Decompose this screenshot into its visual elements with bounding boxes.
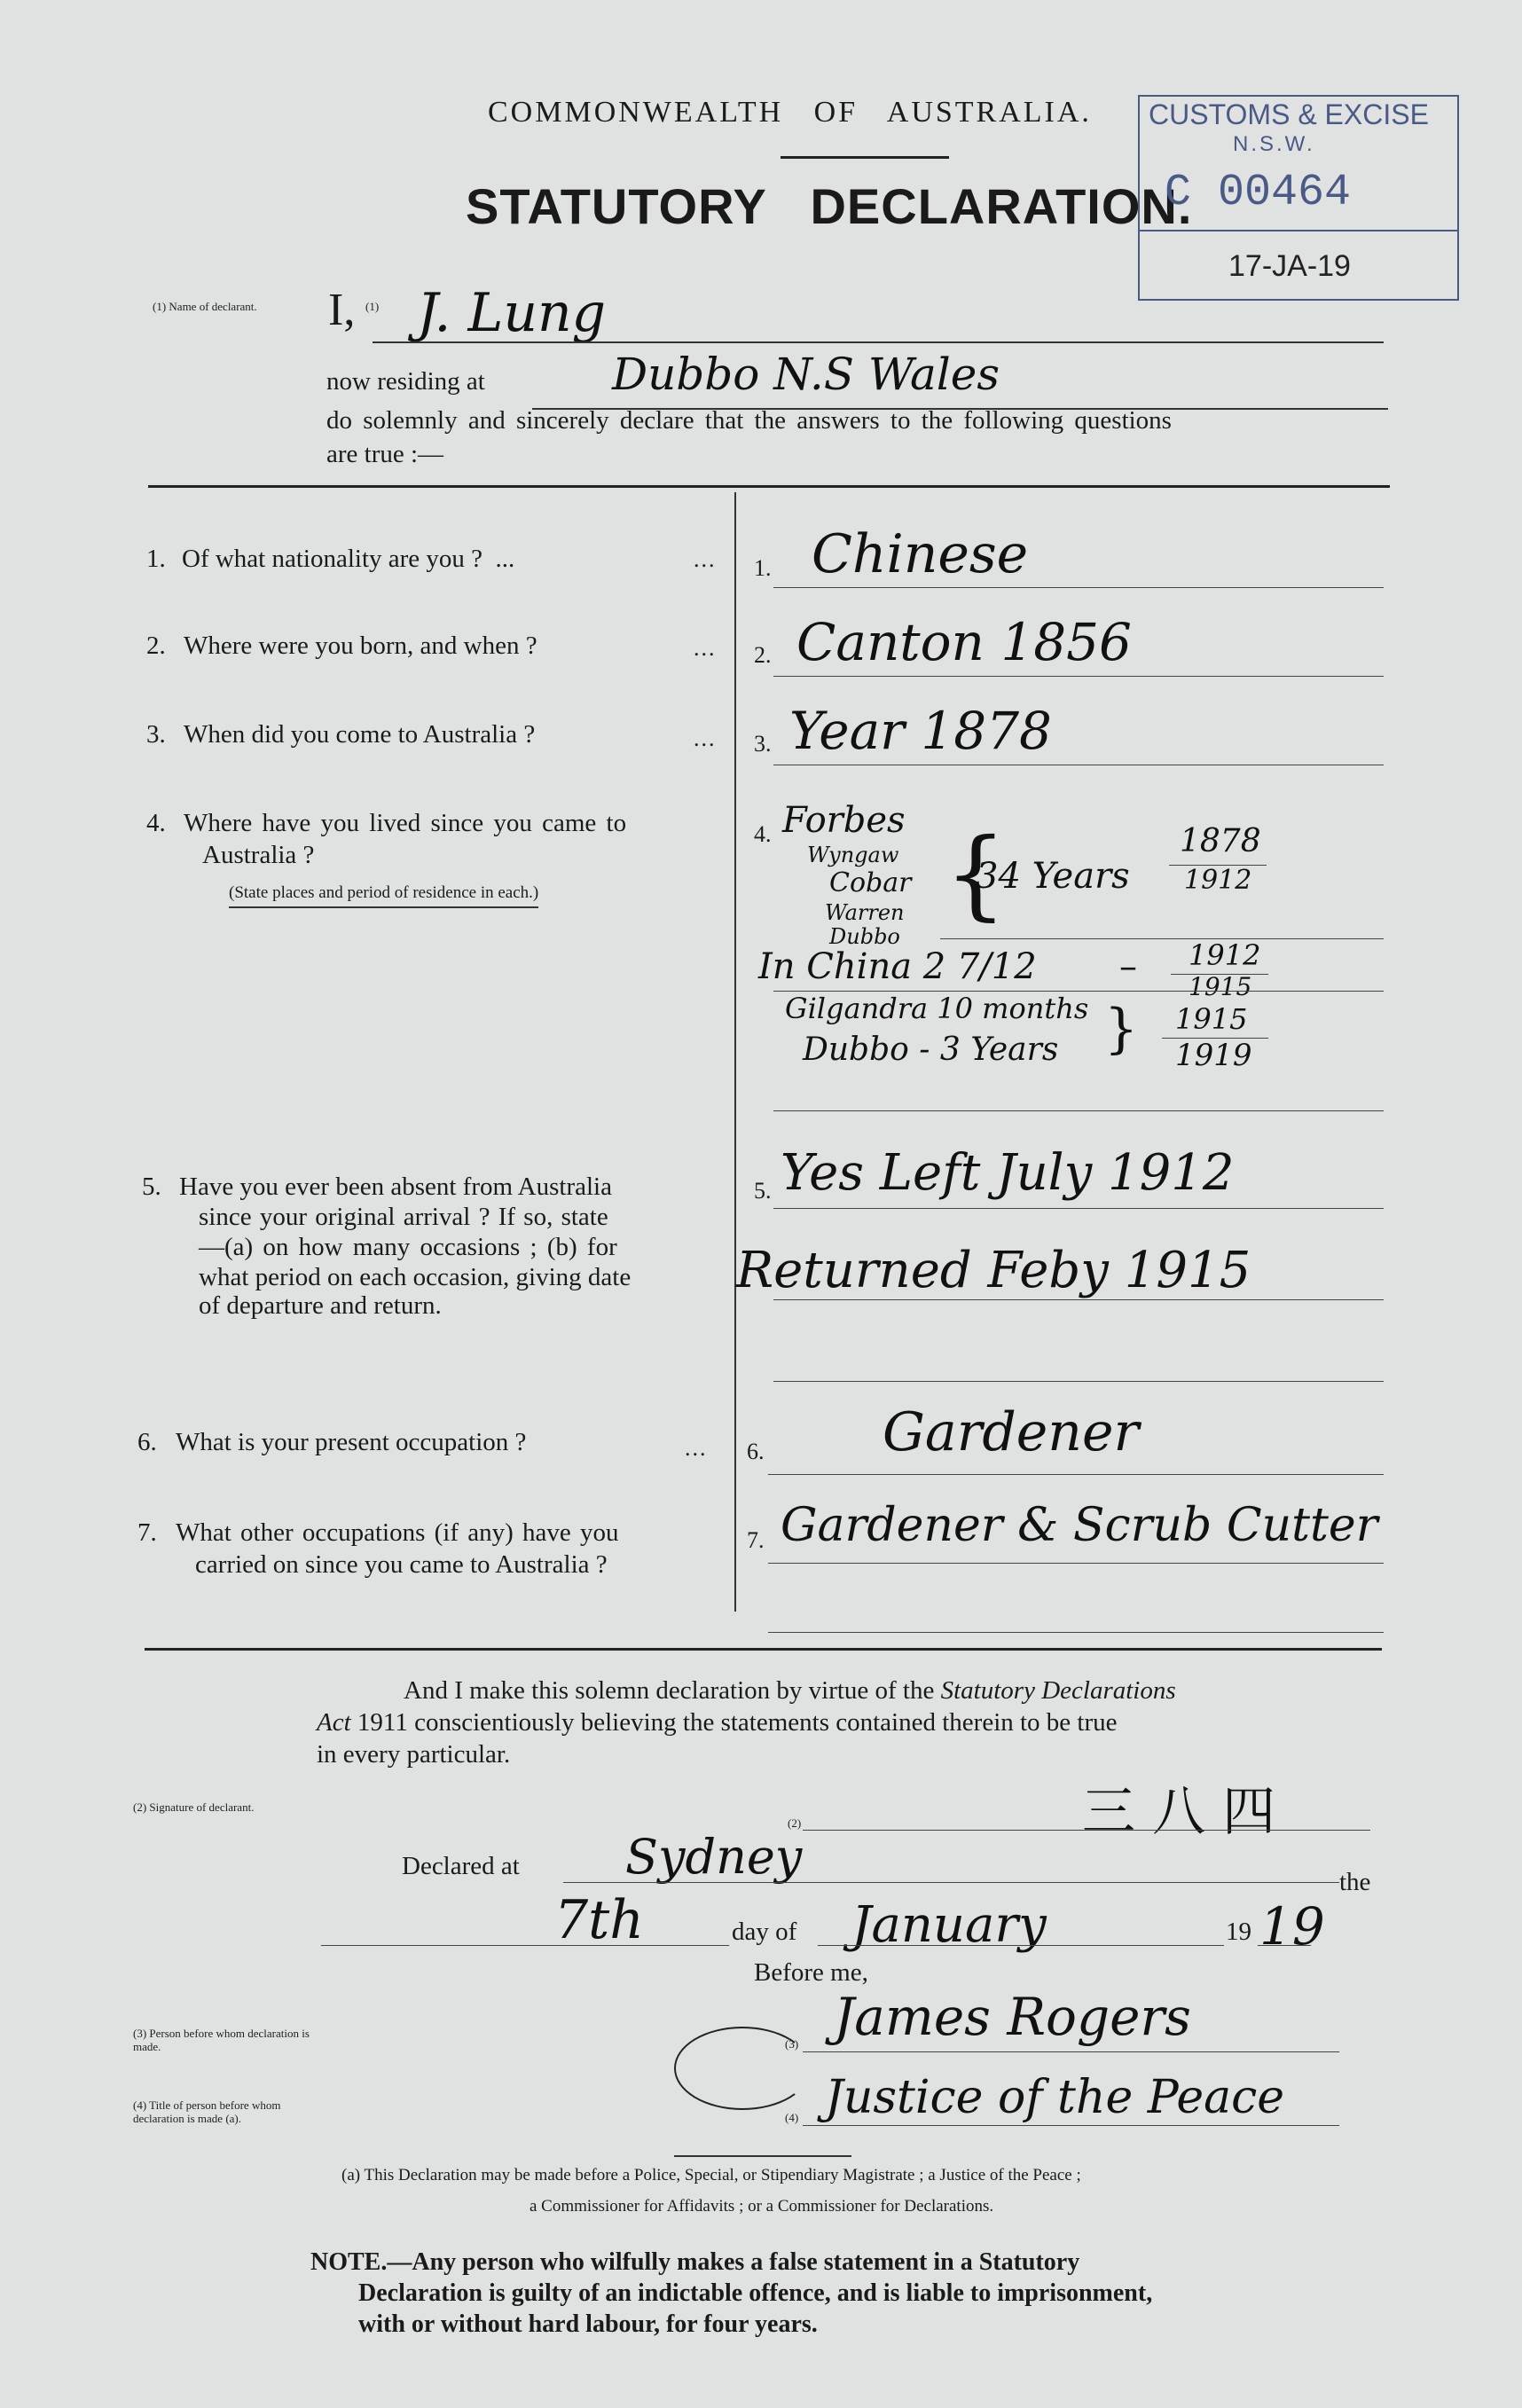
a5-line-3 <box>773 1381 1384 1382</box>
declaration-text-1a: And I make this solemn declaration by virtue of the <box>404 1676 941 1705</box>
i-label: I, <box>328 285 356 335</box>
q6-number: 6. <box>137 1428 157 1456</box>
declared-place: Sydney <box>625 1829 803 1885</box>
page-title: STATUTORY DECLARATION. <box>466 178 1193 234</box>
q1-number: 1. <box>146 545 166 573</box>
heading-rule <box>781 156 949 159</box>
a7-answer: Gardener & Scrub Cutter <box>781 1499 1378 1552</box>
residence-date-a1: 1878 <box>1180 823 1261 859</box>
q1-dots: ... <box>694 546 717 572</box>
note-line-2: Declaration is guilty of an indictable offence, and is liable to imprisonment, <box>358 2279 1153 2307</box>
declarant-signature: 三 八 四 <box>1082 1781 1276 1843</box>
column-divider <box>734 492 736 1612</box>
residing-label: now residing at <box>326 367 485 396</box>
residence-place-1: Forbes <box>782 800 906 841</box>
residence-period-a: 34 Years <box>976 856 1130 897</box>
a5-answer-2: Returned Feby 1915 <box>736 1242 1251 1299</box>
a4-line-1 <box>940 938 1384 939</box>
mark-1: (1) <box>365 300 380 313</box>
residence-date-cd1: 1915 <box>1175 1002 1248 1036</box>
place-line <box>563 1882 1339 1883</box>
a2-answer: Canton 1856 <box>796 612 1132 672</box>
declare-text-1: do solemnly and sincerely declare that the answers to the following questions <box>326 406 1172 435</box>
a1-answer: Chinese <box>812 523 1029 585</box>
a4-line-3 <box>773 1110 1384 1111</box>
declaration-text-2 <box>317 1708 1118 1737</box>
q5-text-3: —(a) on how many occasions ; (b) for <box>199 1233 617 1261</box>
signature-line <box>803 1830 1370 1831</box>
a3-number: 3. <box>754 731 772 757</box>
residence-row-d: Dubbo - 3 Years <box>803 1031 1059 1068</box>
mark-2: (2) <box>788 1816 802 1830</box>
a6-answer: Gardener <box>883 1401 1140 1463</box>
year-prefix: 19 <box>1226 1918 1251 1946</box>
q2-dots: ... <box>694 635 717 661</box>
declare-text-2: are true :— <box>326 440 444 468</box>
side-note-signature: (2) Signature of declarant. <box>133 1800 255 1814</box>
declaration-text-2b: 1911 conscientiously believing the statements contained therein to be true <box>350 1708 1118 1737</box>
stamp-number: C 00464 <box>1165 168 1352 218</box>
day-of-label: day of <box>732 1918 797 1946</box>
a1-line <box>773 587 1384 588</box>
stamp-customs-excise: CUSTOMS & EXCISE <box>1149 98 1429 130</box>
q5-text-2: since your original arrival ? If so, state <box>199 1203 608 1231</box>
a1-number: 1. <box>754 555 772 581</box>
q4-text-2: Australia ? <box>202 841 315 869</box>
side-note-person: (3) Person before whom declaration is made. <box>133 2027 310 2053</box>
residence-date-cd2: 1919 <box>1175 1038 1252 1073</box>
stamp-date: 17-JA-19 <box>1228 249 1351 283</box>
mark-3: (3) <box>785 2037 799 2051</box>
residence-place-3: Cobar <box>829 867 912 898</box>
q4-note: (State places and period of residence in each.) <box>229 883 538 908</box>
a5-answer-1: Yes Left July 1912 <box>781 1144 1235 1202</box>
footnote-line-2: a Commissioner for Affidavits ; or a Commissioner for Declarations. <box>530 2197 994 2216</box>
act-label: Act <box>317 1708 351 1737</box>
q5-number: 5. <box>142 1173 161 1201</box>
customs-stamp <box>1138 95 1459 301</box>
residence-value: Dubbo N.S Wales <box>612 349 1000 400</box>
a7-line-1 <box>768 1563 1384 1564</box>
witness-line <box>803 2051 1339 2052</box>
q3-text: When did you come to Australia ? <box>184 720 536 749</box>
residence-brace: { <box>945 817 1007 930</box>
declarant-name: J. Lung <box>417 282 607 344</box>
footnote-line-1: (a) This Declaration may be made before a Police, Special, or Stipendiary Magistrate ; a Justice of the Peace ; <box>341 2166 1081 2184</box>
declaration-text-1 <box>404 1676 1176 1706</box>
q7-text-2: carried on since you came to Australia ? <box>195 1550 608 1579</box>
q2-text: Where were you born, and when ? <box>184 631 537 660</box>
declaration-text-3: in every particular. <box>317 1740 511 1769</box>
the-label: the <box>1339 1868 1371 1896</box>
witness-signature: James Rogers <box>834 1987 1191 2047</box>
q3-dots: ... <box>694 726 717 751</box>
day-line <box>321 1945 729 1946</box>
footnote-rule <box>674 2155 851 2157</box>
residence-row-c: Gilgandra 10 months <box>785 992 1089 1025</box>
residence-date-b2: 1915 <box>1189 972 1252 1001</box>
declared-month: January <box>851 1896 1047 1954</box>
residence-place-4: Warren <box>825 900 905 925</box>
a5-line-1 <box>773 1208 1384 1209</box>
a3-answer: Year 1878 <box>789 701 1052 761</box>
residence-place-5: Dubbo <box>829 924 900 949</box>
residence-place-2: Wyngaw <box>807 843 899 867</box>
residence-date-b1: 1912 <box>1189 938 1261 972</box>
q5-text-5: of departure and return. <box>199 1291 442 1320</box>
q3-number: 3. <box>146 720 166 749</box>
q6-text: What is your present occupation ? <box>176 1428 527 1456</box>
mark-4: (4) <box>785 2111 799 2124</box>
stamp-nsw: N.S.W. <box>1233 132 1315 156</box>
year-line <box>1258 1945 1311 1946</box>
a7-line-2 <box>768 1632 1384 1633</box>
statutory-act-name: Statutory Declarations <box>940 1676 1176 1705</box>
table-top-rule <box>148 485 1390 488</box>
a2-line <box>773 676 1384 677</box>
commonwealth-heading: COMMONWEALTH OF AUSTRALIA. <box>488 96 1092 129</box>
q1-text: Of what nationality are you ? ... <box>182 545 515 573</box>
declared-year: 19 <box>1259 1896 1325 1957</box>
note-line-3: with or without hard labour, for four years. <box>358 2310 818 2338</box>
q5-text-4: what period on each occasion, giving date <box>199 1263 632 1291</box>
name-line <box>373 341 1384 343</box>
a6-line <box>768 1474 1384 1475</box>
a5-line-2 <box>773 1299 1384 1300</box>
q5-text-1: Have you ever been absent from Australia <box>179 1173 612 1201</box>
q7-text-1: What other occupations (if any) have you <box>176 1518 619 1547</box>
a7-number: 7. <box>747 1527 765 1553</box>
month-line <box>818 1945 1224 1946</box>
declared-at-label: Declared at <box>402 1852 520 1880</box>
side-note-title: (4) Title of person before whom declaration is made (a). <box>133 2098 281 2125</box>
a5-number: 5. <box>754 1178 772 1204</box>
q4-text-1: Where have you lived since you came to <box>184 809 627 837</box>
witness-flourish <box>674 2027 811 2110</box>
a2-number: 2. <box>754 642 772 668</box>
side-note-name: (1) Name of declarant. <box>153 300 257 313</box>
q6-dots: ... <box>685 1435 708 1461</box>
residence-date-a2: 1912 <box>1184 865 1252 896</box>
q7-number: 7. <box>137 1518 157 1547</box>
title-line <box>803 2125 1339 2126</box>
residence-row-b: In China 2 7/12 <box>758 946 1037 987</box>
a4-number: 4. <box>754 821 772 847</box>
residence-dash: – <box>1119 946 1137 987</box>
q2-number: 2. <box>146 631 166 660</box>
declared-day: 7th <box>554 1889 644 1951</box>
witness-title: Justice of the Peace <box>825 2071 1285 2124</box>
before-me-label: Before me, <box>754 1958 868 1987</box>
q4-number: 4. <box>146 809 166 837</box>
table-bottom-rule <box>145 1648 1382 1651</box>
a6-number: 6. <box>747 1439 765 1464</box>
note-line-1: NOTE.—Any person who wilfully makes a false statement in a Statutory <box>310 2248 1080 2276</box>
residence-brace-2: } <box>1104 998 1139 1060</box>
